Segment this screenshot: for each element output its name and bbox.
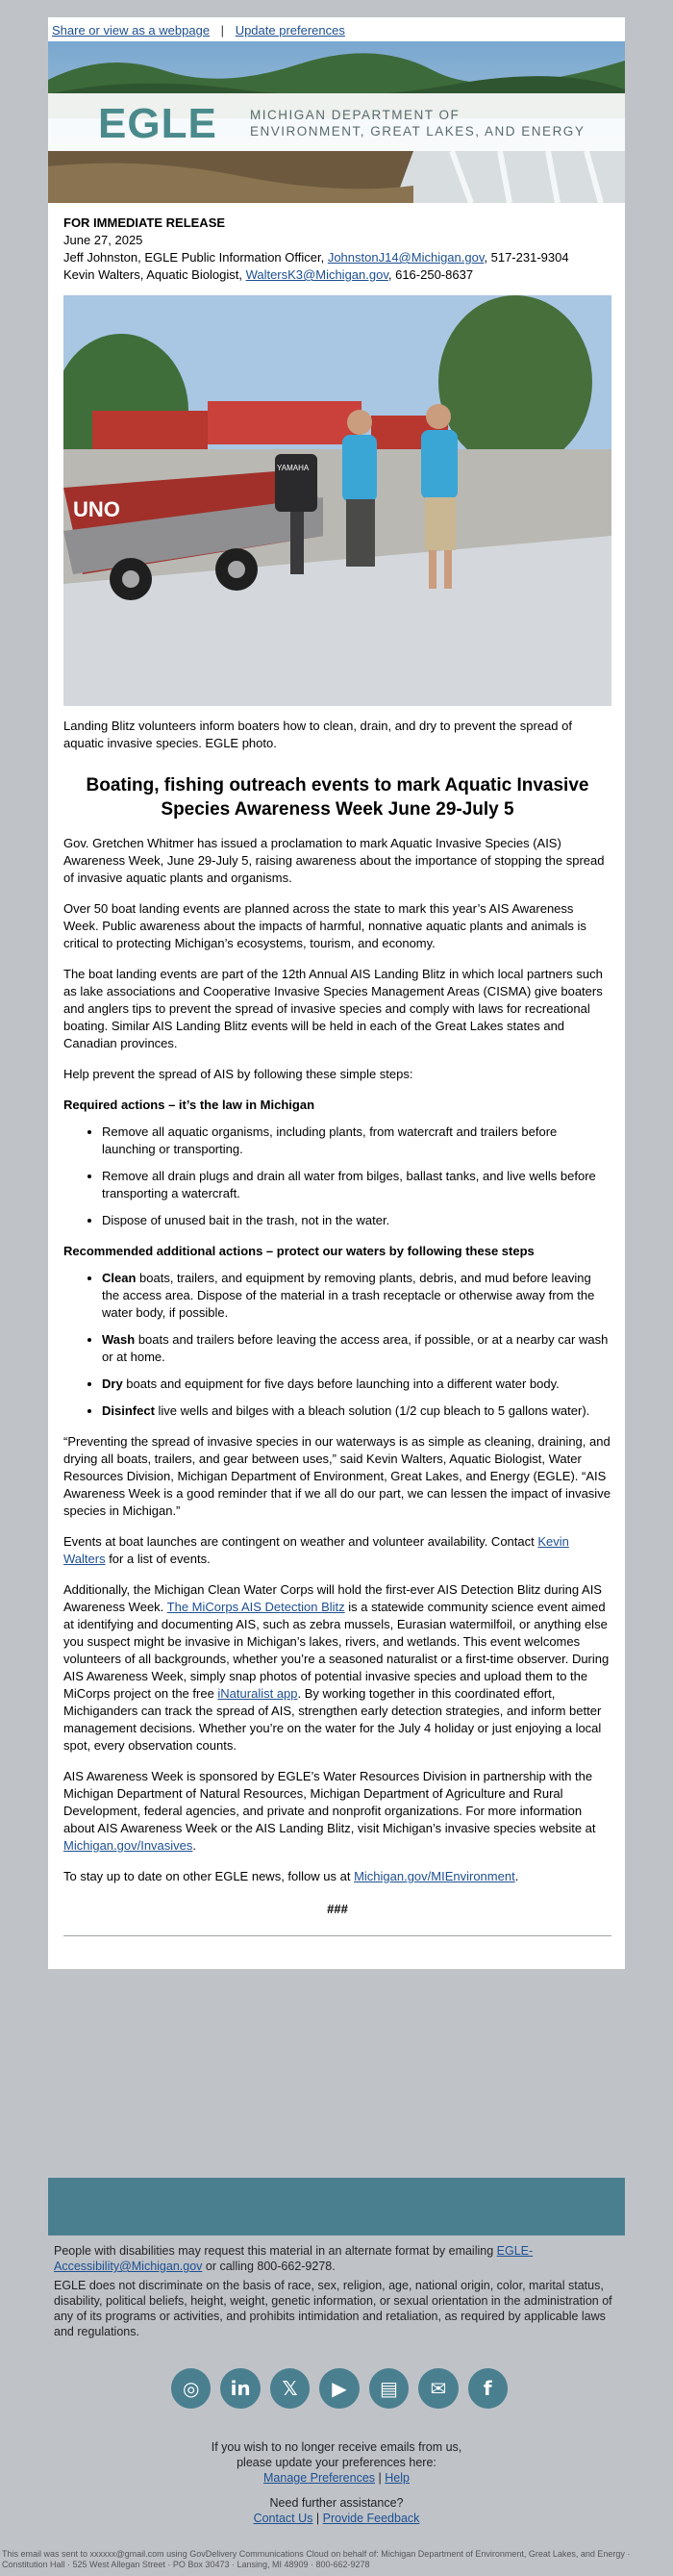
unsubscribe-text-2: please update your preferences here: xyxy=(237,2456,436,2469)
micorps-paragraph xyxy=(63,1581,611,1755)
x-icon[interactable]: 𝕏 xyxy=(270,2368,310,2409)
assistance-block xyxy=(0,2495,673,2526)
update-preferences-link[interactable]: Update preferences xyxy=(235,23,345,38)
contact-us-link[interactable]: Contact Us xyxy=(253,2512,313,2525)
invasives-link[interactable]: Michigan.gov/Invasives xyxy=(63,1838,193,1853)
release-label: FOR IMMEDIATE RELEASE xyxy=(63,215,226,230)
list-item-text: boats, trailers, and equipment by removing plants, debris, and mud before leaving the access area. Dispose of the material in a trash receptacle or otherwise away from the water body, if possible. xyxy=(102,1271,595,1320)
spacer xyxy=(63,1950,611,1969)
required-list xyxy=(63,1124,611,1229)
follow-paragraph xyxy=(63,1868,611,1885)
email-body xyxy=(48,17,625,1969)
list-item xyxy=(102,1270,611,1322)
inaturalist-link[interactable]: iNaturalist app xyxy=(217,1686,298,1701)
header-banner xyxy=(48,41,625,203)
assistance-links xyxy=(0,2511,673,2526)
list-item-text: boats and equipment for five days before launching into a different water body. xyxy=(122,1376,560,1391)
motor-brand-text: YAMAHA xyxy=(277,464,310,472)
photo-caption: Landing Blitz volunteers inform boaters how to clean, drain, and dry to prevent the spread of aquatic invasive species. EGLE photo. xyxy=(63,719,572,750)
share-webpage-link[interactable]: Share or view as a webpage xyxy=(52,23,211,38)
boat-landing-photo xyxy=(63,295,611,706)
divider xyxy=(63,1935,611,1936)
list-item-keyword: Clean xyxy=(102,1271,137,1285)
release-info xyxy=(63,215,611,284)
list-item-text: live wells and bilges with a bleach solution (1/2 cup bleach to 5 gallons water). xyxy=(154,1403,590,1418)
events-text: Events at boat launches are contingent on weather and volunteer availability. Contact xyxy=(63,1534,538,1549)
accessibility-text-end: or calling 800-662-9278. xyxy=(202,2260,336,2273)
micorps-blitz-link[interactable]: The MiCorps AIS Detection Blitz xyxy=(166,1600,345,1614)
events-text-end: for a list of events. xyxy=(105,1552,211,1566)
list-item xyxy=(102,1376,611,1393)
recommended-list xyxy=(63,1270,611,1420)
sponsor-paragraph xyxy=(63,1768,611,1855)
footer-teal-bar xyxy=(48,2178,625,2235)
list-item-keyword: Disinfect xyxy=(102,1403,155,1418)
contact-1-email-link[interactable]: JohnstonJ14@Michigan.gov xyxy=(327,250,485,265)
top-separator: | xyxy=(220,23,225,38)
boat-brand-text: UNO xyxy=(73,497,120,521)
link-separator: | xyxy=(378,2471,382,2485)
preference-links xyxy=(0,2470,673,2486)
micorps-text-middle: is a statewide community science event aimed at identifying and documenting AIS, such as zebra mussels, Eurasian watermilfoil, or anything else you suspect might be invasive in Michigan’s lakes, rivers, and wetlands. This event welcomes volunteers of all backgrounds, whether you’re a seasoned naturalist or a first-time observer. During AIS Awareness Week, simply snap photos of potential invasive species and upload them to the MiCorps project on the free xyxy=(63,1600,610,1701)
mienvironment-link[interactable]: Michigan.gov/MIEnvironment xyxy=(354,1869,515,1883)
unsubscribe-block xyxy=(0,2439,673,2486)
contact-2-email-link[interactable]: WaltersK3@Michigan.gov xyxy=(245,267,388,282)
contact-1-name: Jeff Johnston, EGLE Public Information Officer, xyxy=(63,250,328,265)
events-paragraph xyxy=(63,1533,611,1568)
accessibility-email-link[interactable]: EGLE-Accessibility@Michigan.gov xyxy=(54,2244,534,2273)
email-icon[interactable]: ✉ xyxy=(418,2368,458,2409)
headline: Boating, fishing outreach events to mark Aquatic Invasive Species Awareness Week June 29-July 5 xyxy=(86,775,589,820)
department-line-2: ENVIRONMENT, GREAT LAKES, AND ENERGY xyxy=(250,124,586,139)
recommended-heading: Recommended additional actions – protect our waters by following these steps xyxy=(63,1244,535,1258)
contact-2 xyxy=(63,266,611,284)
kevin-walters-link[interactable]: Kevin Walters xyxy=(63,1534,569,1566)
micorps-text: Additionally, the Michigan Clean Water Corps will hold the first-ever AIS Detection Blitz during AIS Awareness Week. xyxy=(63,1582,602,1614)
follow-text: To stay up to date on other EGLE news, follow us at xyxy=(63,1869,355,1883)
provide-feedback-link[interactable]: Provide Feedback xyxy=(322,2512,420,2525)
link-separator: | xyxy=(315,2512,320,2525)
sponsor-text: AIS Awareness Week is sponsored by EGLE’s Water Resources Division in partnership with the Michigan Department of Natural Resources, Michigan Department of Agriculture and Rural Development, federal agencies, and private and nonprofit organizations. For more information about AIS Awareness Week or the AIS Landing Blitz, visit Michigan’s invasive species website at xyxy=(63,1769,596,1835)
list-item: • Remove all aquatic organisms, including plants, from watercraft and trailers before launching or transporting. xyxy=(102,1124,611,1158)
quote-paragraph: “Preventing the spread of invasive species in our waterways is as simple as cleaning, draining, and drying all boats, trailers, and gear between uses,” said Kevin Walters, Aquatic Biologist, Water Resources Division, Michigan Department of Environment, Great Lakes, and Energy (EGLE). “AIS Awareness Week is a good reminder that if we all do our part, we can lessen the impact of invasive species in Michigan.” xyxy=(63,1434,611,1518)
contact-1-phone: , 517-231-9304 xyxy=(484,250,569,265)
contact-2-phone: , 616-250-8637 xyxy=(387,267,474,282)
list-item xyxy=(102,1331,611,1366)
article xyxy=(48,203,625,1969)
unsubscribe-text-1: If you wish to no longer receive emails from us, xyxy=(211,2440,462,2454)
required-heading: Required actions – it’s the law in Michigan xyxy=(63,1098,315,1112)
linkedin-icon[interactable]: in xyxy=(220,2368,260,2409)
facebook-icon[interactable]: f xyxy=(468,2368,508,2409)
micorps-text-end: . By working together in this coordinated effort, Michiganders can track the spread of AIS, strengthen early detection strategies, and inform better management decisions. Whether you’re on the water for the July 4 holiday or just enjoying a local spot, every observation counts. xyxy=(63,1686,602,1753)
youtube-icon[interactable]: ▶ xyxy=(319,2368,359,2409)
contact-1 xyxy=(63,249,611,266)
instagram-icon[interactable]: ◎ xyxy=(171,2368,211,2409)
assistance-text: Need further assistance? xyxy=(269,2496,404,2510)
top-links xyxy=(48,17,625,41)
sponsor-text-end: . xyxy=(192,1838,197,1853)
department-name xyxy=(250,107,585,139)
paragraph-2: Over 50 boat landing events are planned across the state to mark this year’s AIS Awareness Week. Public awareness about the impacts of harmful, nonnative aquatic plants and animals is critical to protecting Michigan’s ecosystems, tourism, and economy. xyxy=(63,901,586,950)
list-item: • Dispose of unused bait in the trash, not in the water. xyxy=(102,1212,611,1229)
accessibility-text: People with disabilities may request this material in an alternate format by emailing xyxy=(54,2244,497,2258)
contact-2-name: Kevin Walters, Aquatic Biologist, xyxy=(63,267,246,282)
paragraph-3: The boat landing events are part of the 12th Annual AIS Landing Blitz in which local partners such as lake associations and Cooperative Invasive Species Management Areas (CISMA) give boaters and anglers tips to prevent the spread of invasive species and comply with laws for recreational boating. Similar AIS Landing Blitz events will be held in each of the Great Lakes states and Canadian provinces. xyxy=(63,967,603,1050)
accessibility-notice xyxy=(54,2243,621,2274)
list-item-text: boats and trailers before leaving the access area, if possible, or at a nearby car wash or at home. xyxy=(102,1332,609,1364)
logo-band xyxy=(48,93,625,151)
paragraph-4: Help prevent the spread of AIS by following these simple steps: xyxy=(63,1067,413,1081)
social-icons xyxy=(171,2368,508,2412)
follow-text-end: . xyxy=(514,1869,519,1883)
newsletter-icon[interactable]: ▤ xyxy=(369,2368,409,2409)
egle-logo: EGLE xyxy=(98,100,217,147)
list-item xyxy=(102,1402,611,1420)
help-link[interactable]: Help xyxy=(385,2471,410,2485)
release-date: June 27, 2025 xyxy=(63,233,143,247)
list-item-keyword: Wash xyxy=(102,1332,136,1347)
list-item: • Remove all drain plugs and drain all water from bilges, ballast tanks, and live wells before transporting a watercraft. xyxy=(102,1168,611,1202)
department-line-1: MICHIGAN DEPARTMENT OF xyxy=(250,108,461,122)
govdelivery-notice: This email was sent to xxxxxx@gmail.com using GovDelivery Communications Cloud on behalf of: Michigan Department of Environment, Great Lakes, and Energy · Constitution Hall · 525 West Allegan Street · PO Box 30473 · Lansing, MI 48909 · 800-662-9278 xyxy=(2,2549,631,2569)
nondiscrimination-notice: EGLE does not discriminate on the basis of race, sex, religion, age, national origin, color, marital status, disability, political beliefs, height, weight, genetic information, or sexual orientation in the administration of any of its programs or activities, and prohibits intimidation and retaliation, as required by applicable laws and regulations. xyxy=(54,2279,612,2338)
end-mark: ### xyxy=(327,1902,348,1916)
list-item-keyword: Dry xyxy=(102,1376,123,1391)
manage-preferences-link[interactable]: Manage Preferences xyxy=(263,2471,376,2485)
paragraph-1: Gov. Gretchen Whitmer has issued a proclamation to mark Aquatic Invasive Species (AIS) Awareness Week, June 29-July 5, raising awareness about the importance of stopping the spread of invasive aquatic plants and organisms. xyxy=(63,836,605,885)
